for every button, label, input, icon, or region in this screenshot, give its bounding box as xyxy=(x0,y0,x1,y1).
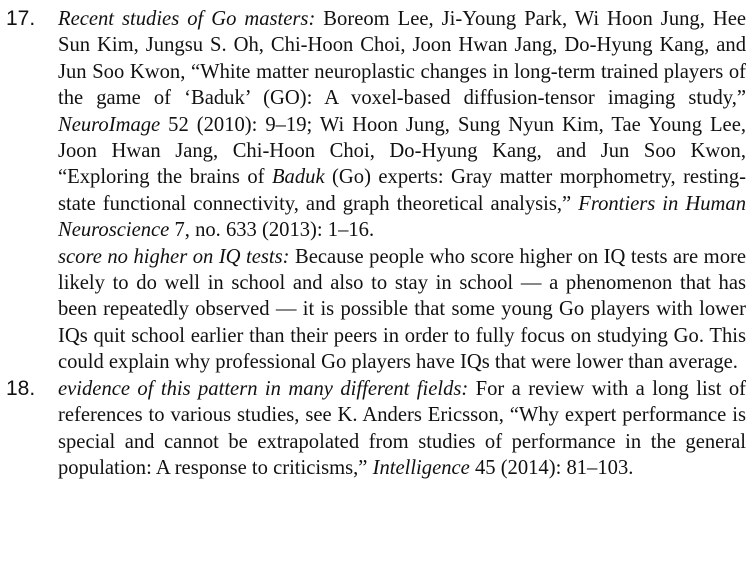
note-text: Because people who score higher on IQ tests are more likely to do well in school and also to stay in school — a phenomenon that has been repeatedly observed — it is possible that some young Go players with lower IQs quit school earlier than their peers in order to fully focus on studying Go. This could explain why professional Go players have IQs that were lower than average. xyxy=(58,245,746,374)
note-number: 17. xyxy=(6,7,36,30)
note-text: 52 (2010): 9–19; Wi Hoon Jung, Sung Nyun Kim, Tae Young Lee, Joon Hwan Jang, Chi-Hoon Choi, Do-Hyung Kang, and Jun Soo Kwon, “Exploring the brains of xyxy=(58,113,746,189)
note-cue: Recent studies of Go masters: xyxy=(58,8,316,30)
note-entry xyxy=(58,6,746,244)
endnote-17 xyxy=(0,6,754,376)
note-text: Boreom Lee, Ji-Young Park, Wi Hoon Jung, Hee Sun Kim, Jungsu S. Oh, Chi-Hoon Choi, Joon Hwan Jang, Do-Hyung Kang, and Jun Soo Kwon, “White matter neuroplastic changes in long-term trained players of the game of ‘Baduk’ (GO): A voxel-based diffusion-tensor imaging study,” xyxy=(58,8,746,110)
note-number: 18. xyxy=(6,376,36,400)
note-cue: score no higher on IQ tests: xyxy=(58,245,290,268)
journal-title: Frontiers in Human Neuroscience xyxy=(58,192,746,242)
journal-title: NeuroImage xyxy=(58,113,161,136)
note-entry xyxy=(58,376,746,482)
note-cue: evidence of this pattern in many different fields: xyxy=(58,377,469,400)
note-text: (Go) experts: Gray matter morphometry, resting-state functional connectivity, and graph theoretical analysis,” xyxy=(58,166,746,215)
italic-term: Baduk xyxy=(271,166,325,189)
endnote-18 xyxy=(0,376,754,482)
journal-title: Intelligence xyxy=(372,456,470,479)
note-text: 45 (2014): 81–103. xyxy=(469,456,634,479)
note-entry xyxy=(58,244,746,376)
note-text: For a review with a long list of references to various studies, see K. Anders Ericsson, “Why expert performance is special and cannot be extrapolated from studies of performance in the general population: A response to criticisms,” xyxy=(58,377,746,479)
note-text: 7, no. 633 (2013): 1–16. xyxy=(169,219,375,242)
